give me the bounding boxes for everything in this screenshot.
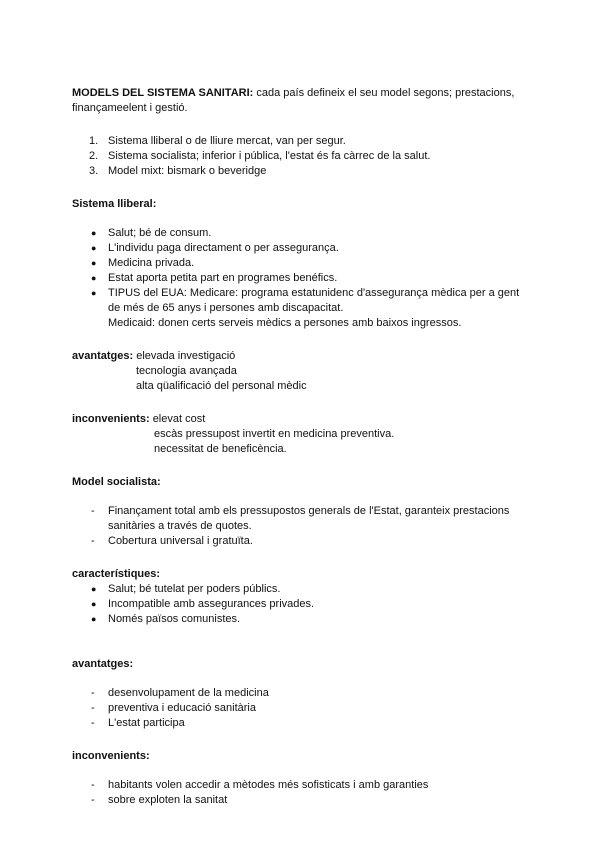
list-item: ● L'individu paga directament o per assegurança. [91,242,339,254]
list-item: - Finançament total amb els pressupostos generals de l'Estat, garanteix prestacions [91,505,510,517]
advantage-item: tecnologia avançada [136,365,237,377]
section-heading-liberal: Sistema lliberal: [72,198,157,210]
list-item: - habitants volen accedir a mètodes més sofisticats i amb garanties [91,779,429,791]
socialist-advantages-list [72,686,532,731]
list-item: 2. Sistema socialista; inferior i pública, l'estat és fa càrrec de la salut. [89,150,431,162]
socialist-advantages-heading: avantatges: [72,658,134,670]
list-item: ● Incompatible amb assegurances privades. [91,598,315,610]
bullet-icon: ● [91,288,97,298]
socialist-disadvantages-list [72,778,532,808]
socialist-disadvantages-heading: inconvenients: [72,750,150,762]
bullet-icon: ● [91,614,97,624]
advantage-item: alta qüalificació del personal mèdic [136,380,307,392]
section-heading-socialist: Model socialista: [72,476,161,488]
intro-paragraph [72,86,532,101]
list-item: ● Medicina privada. [91,257,195,269]
document-page [72,86,532,808]
list-item: ● Salut; bé tutelat per poders públics. [91,583,281,595]
disadvantage-item: necessitat de beneficència. [154,443,287,455]
list-item: ● Salut; bé de consum. [91,227,212,239]
list-item: ● Només països comunistes. [91,613,241,625]
liberal-disadvantages: inconvenients: elevat cost [72,413,206,425]
list-item-continuation: de més de 65 anys i persones amb discapacitat. [108,302,344,314]
list-item: 3. Model mixt: bismark o beveridge [89,165,267,177]
intro-heading: MODELS DEL SISTEMA SANITARI: [72,87,254,99]
socialist-list [72,504,532,519]
bullet-icon: ● [91,228,97,238]
bullet-icon: ● [91,273,97,283]
intro-text: cada país defineix el seu model segons; prestacions, [253,87,515,99]
list-item: ● Estat aporta petita part en programes benéfics. [91,272,338,284]
liberal-advantages: avantatges: elevada investigació [72,350,236,362]
list-item: - L'estat participa [91,717,185,729]
list-item: 1. Sistema lliberal o de lliure mercat, van per segur. [89,135,346,147]
list-item-continuation: sanitàries a través de quotes. [108,520,252,532]
list-item: - preventiva i educació sanitària [91,702,256,714]
characteristics-list [72,582,532,627]
list-item: ● TIPUS del EUA: Medicare: programa estatunidenc d'assegurança mèdica per a gent [91,287,520,299]
bullet-icon: ● [91,258,97,268]
characteristics-heading: característiques: [72,568,161,580]
disadvantage-item: escàs pressupost invertit en medicina preventiva. [154,428,395,440]
bullet-icon: ● [91,584,97,594]
models-list [72,134,532,179]
bullet-icon: ● [91,599,97,609]
list-item: - sobre exploten la sanitat [91,794,228,806]
list-item: - Cobertura universal i gratuïta. [91,535,253,547]
list-item: - desenvolupament de la medicina [91,687,269,699]
bullet-icon: ● [91,243,97,253]
list-item-continuation: Medicaid: donen certs serveis mèdics a persones amb baixos ingressos. [108,317,462,329]
liberal-list [72,226,532,301]
intro-text-line2: finançameelent i gestió. [72,102,188,114]
